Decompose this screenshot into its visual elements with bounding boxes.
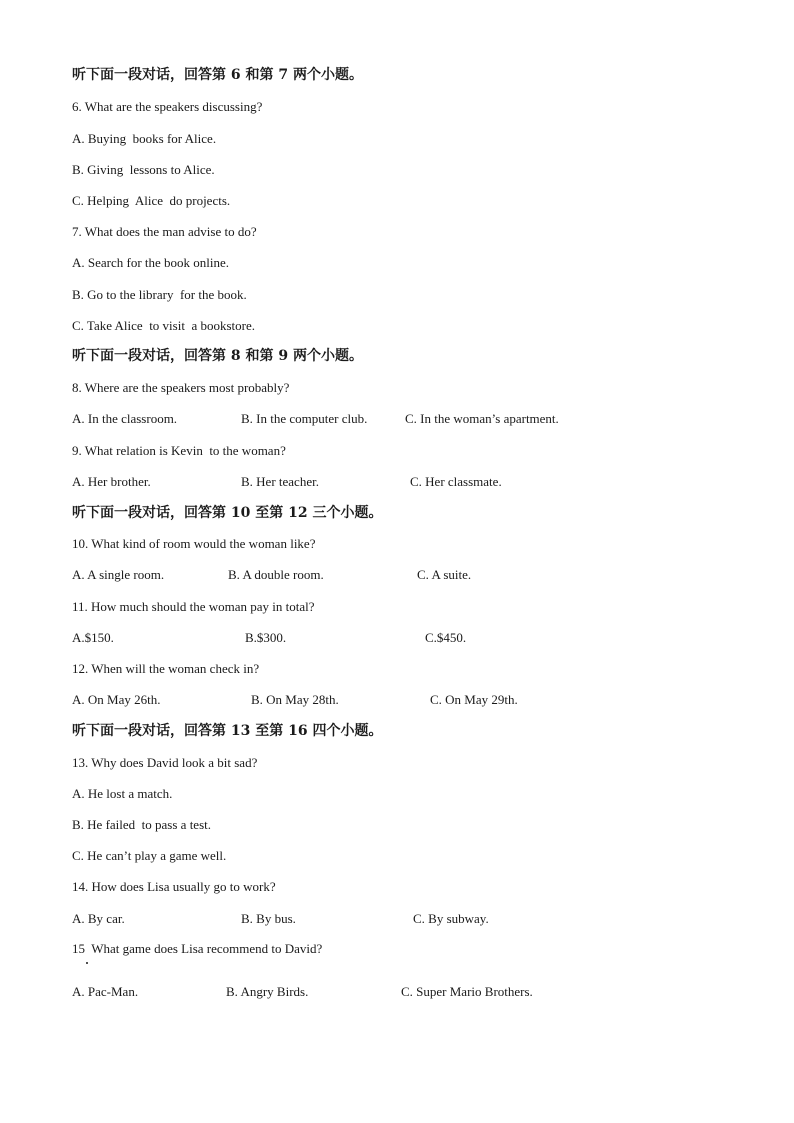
question-6-option-c: C. Helping Alice do projects. [72, 193, 231, 208]
section-heading-13-16: 听下面一段对话，回答第 13 至第 16 四个小题。 [72, 723, 383, 739]
question-9-option-a: A. Her brother. [72, 474, 151, 489]
question-13-option-c: C. He can’t play a game well. [72, 848, 227, 863]
stray-period-mark [86, 962, 88, 964]
question-10-option-c: C. A suite. [417, 567, 472, 582]
question-11-option-a: A.$150. [72, 630, 114, 645]
question-7-option-a: A. Search for the book online. [72, 255, 230, 270]
question-7-option-c: C. Take Alice to visit a bookstore. [72, 318, 255, 333]
question-14-stem: 14. How does Lisa usually go to work? [72, 879, 276, 894]
question-8-option-c: C. In the woman’s apartment. [405, 411, 559, 426]
question-11-stem: 11. How much should the woman pay in total? [72, 599, 315, 614]
question-12-option-c: C. On May 29th. [430, 692, 518, 707]
section-heading-10-12: 听下面一段对话，回答第 10 至第 12 三个小题。 [72, 505, 383, 521]
question-12-stem: 12. When will the woman check in? [72, 661, 260, 676]
question-15-stem: 15 What game does Lisa recommend to David? [72, 941, 323, 956]
question-6-stem: 6. What are the speakers discussing? [72, 99, 263, 114]
question-8-option-b: B. In the computer club. [241, 411, 368, 426]
question-7-stem: 7. What does the man advise to do? [72, 224, 257, 239]
question-14-option-c: C. By subway. [413, 911, 489, 926]
question-7-option-b: B. Go to the library for the book. [72, 287, 247, 302]
question-9-option-b: B. Her teacher. [241, 474, 319, 489]
question-11-option-b: B.$300. [245, 630, 287, 645]
question-9-stem: 9. What relation is Kevin to the woman? [72, 443, 286, 458]
question-10-option-a: A. A single room. [72, 567, 165, 582]
question-13-option-a: A. He lost a match. [72, 786, 173, 801]
question-14-option-a: A. By car. [72, 911, 125, 926]
section-heading-8-9: 听下面一段对话，回答第 8 和第 9 两个小题。 [72, 348, 363, 364]
question-13-option-b: B. He failed to pass a test. [72, 817, 211, 832]
question-12-option-b: B. On May 28th. [251, 692, 339, 707]
question-10-option-b: B. A double room. [228, 567, 324, 582]
question-9-option-c: C. Her classmate. [410, 474, 502, 489]
question-10-stem: 10. What kind of room would the woman like? [72, 536, 316, 551]
question-6-option-a: A. Buying books for Alice. [72, 131, 217, 146]
question-15-option-b: B. Angry Birds. [226, 984, 309, 999]
question-8-option-a: A. In the classroom. [72, 411, 178, 426]
section-heading-6-7: 听下面一段对话，回答第 6 和第 7 两个小题。 [72, 67, 363, 83]
question-12-option-a: A. On May 26th. [72, 692, 161, 707]
question-15-option-a: A. Pac-Man. [72, 984, 139, 999]
question-13-stem: 13. Why does David look a bit sad? [72, 755, 258, 770]
question-8-stem: 8. Where are the speakers most probably? [72, 380, 290, 395]
question-11-option-c: C.$450. [425, 630, 467, 645]
question-15-option-c: C. Super Mario Brothers. [401, 984, 533, 999]
question-14-option-b: B. By bus. [241, 911, 296, 926]
question-6-option-b: B. Giving lessons to Alice. [72, 162, 215, 177]
